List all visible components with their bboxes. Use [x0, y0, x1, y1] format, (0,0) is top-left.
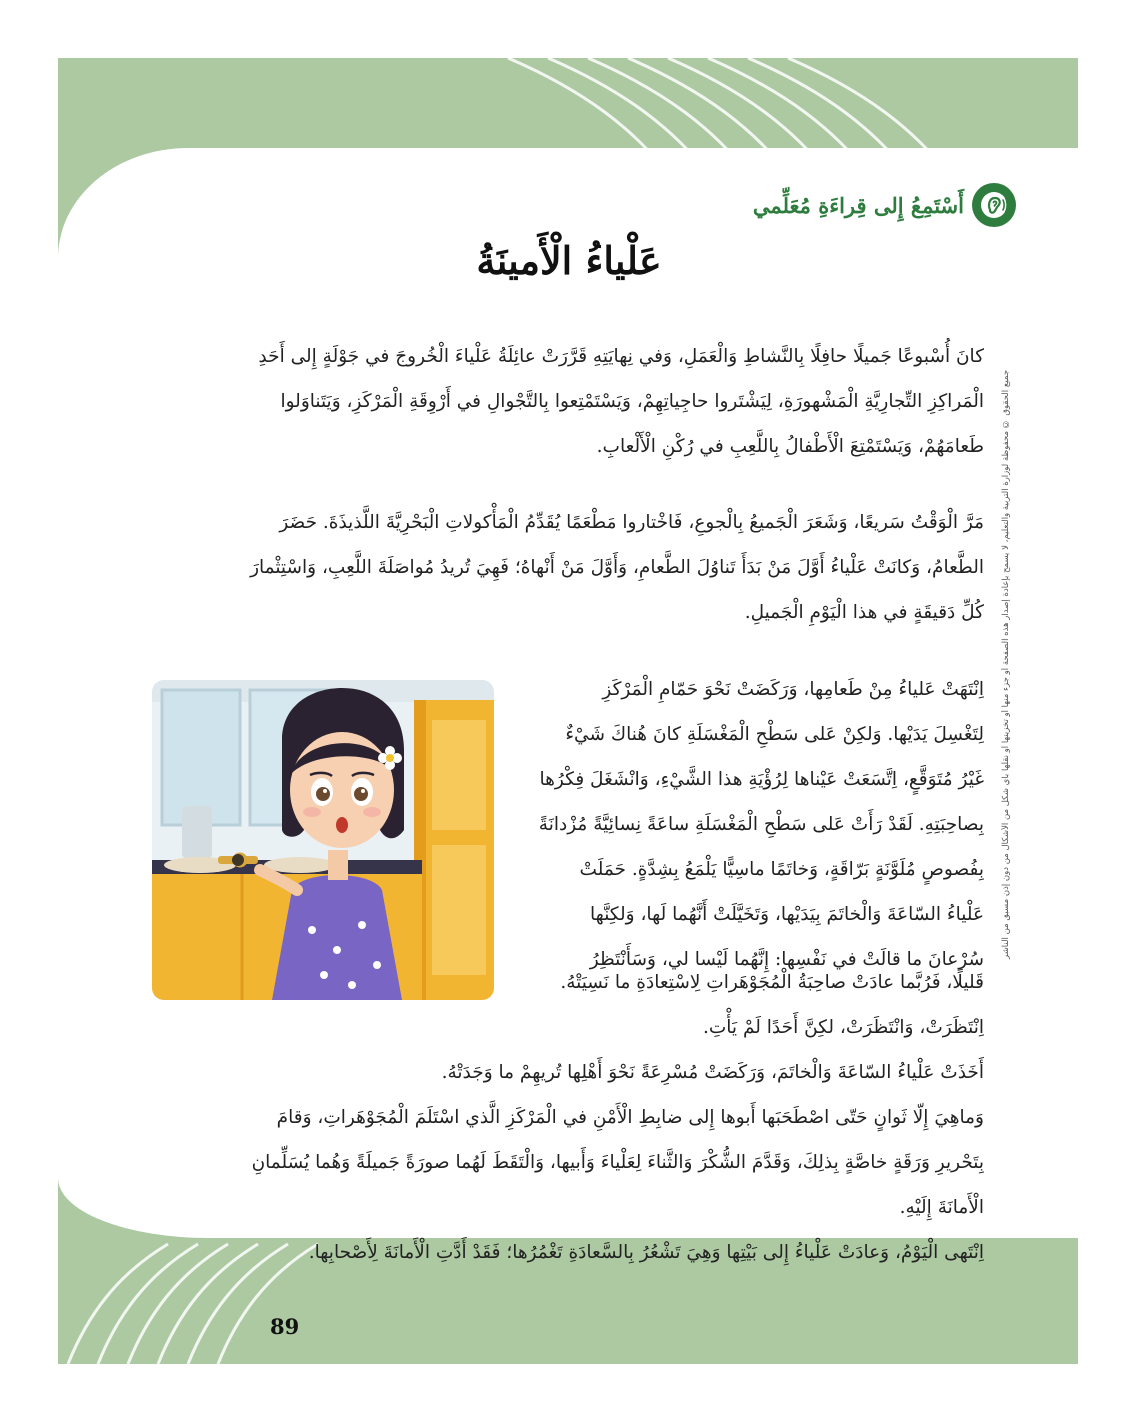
story-line: اِنْتَهى الْيَوْمُ، وَعادَتْ عَلْياءُ إِلى بَيْتِها وَهِيَ تَشْعُرُ بِالسَّعادَةِ تَغْمُرُها؛ فَقَدْ أَدَّتِ الْأَمانَةَ لِأَصْحابِها. [308, 1242, 984, 1263]
story-illustration [152, 680, 494, 1000]
page-number: 89 [270, 1314, 300, 1339]
story-line: بِصاحِبَتِهِ. لَقَدْ رَأَتْ عَلى سَطْحِ الْمَغْسَلَةِ ساعَةً نِسائِيَّةً مُزْدانَةً [538, 814, 984, 835]
story-line: قَليلًا، فَرُبَّما عادَتْ صاحِبَةُ الْمُجَوْهَراتِ لِاسْتِعادَةِ ما نَسِيَتْهُ. [560, 972, 984, 993]
story-line: الْأَمانَةَ إِلَيْهِ. [899, 1197, 984, 1218]
ear-icon [972, 183, 1016, 227]
story-line: عَلْياءُ السّاعَةَ وَالْخاتَمَ بِيَدَيْها، وَتَخَيَّلَتْ أَنَّهُما لَها، وَلكِنَّها [590, 904, 984, 925]
story-line: غَيْرُ مُتَوَقَّعٍ، اِتَّسَعَتْ عَيْناها لِرُؤْيَةِ هذا الشَّيْءِ، وَانْشَغَلَ فِكْرُها [539, 769, 984, 790]
story-line: مَرَّ الْوَقْتُ سَريعًا، وَشَعَرَ الْجَميعُ بِالْجوعِ، فَاخْتاروا مَطْعَمًا يُقَدِّمُ الْمَأْكولاتِ الْبَحْرِيَّةَ اللَّذيذَةَ. حَضَرَ [279, 512, 984, 533]
copyright-note: جميع الحقوق © محفوظة لوزارة التربية والتعليم، لا يسمح بإعادة إصدار هذه الصفحة أو جزء منها أو تخزينها أو نقلها بأي شكل من الأشكال من دون إذن مسبق من الناشر [1001, 370, 1011, 960]
story-line: بِفُصوصٍ مُلَوَّنَةٍ بَرّاقَةٍ، وَخاتَمًا ماسِيًّا يَلْمَعُ بِشِدَّةٍ. حَمَلَتْ [579, 859, 984, 880]
story-line: سُرْعانَ ما قالَتْ في نَفْسِها: إِنَّهُما لَيْسا لي، وَسَأَنْتَظِرُ [589, 949, 984, 970]
story-line: لِتَغْسِلَ يَدَيْها. وَلكِنْ عَلى سَطْحِ الْمَغْسَلَةِ كانَ هُناكَ شَيْءٌ [565, 724, 984, 745]
story-line: اِنْتَظَرَتْ، وَانْتَظَرَتْ، لكِنَّ أَحَدًا لَمْ يَأْتِ. [702, 1017, 984, 1038]
story-line: الطَّعامُ، وَكانَتْ عَلْياءُ أَوَّلَ مَنْ بَدَأَ تَناوُلَ الطَّعامِ، وَأَوَّلَ مَنْ أَنْهاهُ؛ فَهِيَ تُريدُ مُواصَلَةَ اللَّعِبِ، وَاسْتِثْمارَ [250, 557, 984, 578]
listen-label: أَسْتَمِعُ إِلى قِراءَةِ مُعَلِّمي [752, 192, 964, 218]
story-line: كُلِّ دَقيقَةٍ في هذا الْيَوْمِ الْجَميلِ. [744, 602, 984, 623]
story-line: أَخَذَتْ عَلْياءُ السّاعَةَ وَالْخاتَمَ، وَرَكَضَتْ مُسْرِعَةً نَحْوَ أَهْلِها تُريهِمْ ما وَجَدَتْهُ. [441, 1062, 984, 1083]
story-title: عَلْياءُ الْأَمينَةُ [476, 238, 662, 283]
story-line: الْمَراكِزِ التِّجارِيَّةِ الْمَشْهورَةِ، لِيَشْتَروا حاجِياتِهِمْ، وَيَسْتَمْتِعوا بِالتَّجْوالِ في أَرْوِقَةِ الْمَرْكَزِ، وَيَتَناوَلوا [280, 391, 984, 412]
story-line: بِتَحْريرِ وَرَقَةٍ خاصَّةٍ بِذلِكَ، وَقَدَّمَ الشُّكْرَ وَالثَّناءَ لِعَلْياءَ وَأَبيها، وَالْتَقَطَ لَهُما صورَةً جَميلَةً وَهُما يُسَلِّمانِ [251, 1152, 984, 1173]
listen-instruction [753, 183, 1016, 227]
paragraph-3 [500, 667, 984, 982]
paragraph-1 [192, 334, 984, 469]
story-line: طَعامَهُمْ، وَيَسْتَمْتِعَ الْأَطْفالُ بِاللَّعِبِ في رُكْنِ الْأَلْعابِ. [596, 436, 984, 457]
story-line: كانَ أُسْبوعًا جَميلًا حافِلًا بِالنَّشاطِ وَالْعَمَلِ، وَفي نِهايَتِهِ قَرَّرَتْ عائِلَةُ عَلْياءَ الْخُروجَ في جَوْلَةٍ إِلى أَحَدِ [258, 346, 984, 367]
story-line: وَماهِيَ إِلّا ثَوانٍ حَتّى اصْطَحَبَها أَبوها إِلى ضابِطِ الْأَمْنِ في الْمَرْكَزِ الَّذي اسْتَلَمَ الْمُجَوْهَراتِ، وَقامَ [276, 1107, 984, 1128]
story-line: اِنْتَهَتْ عَلياءُ مِنْ طَعامِها، وَرَكَضَتْ نَحْوَ حَمّامِ الْمَرْكَزِ [602, 679, 984, 700]
paragraph-2 [192, 500, 984, 635]
paragraph-3-continued [192, 960, 984, 1275]
